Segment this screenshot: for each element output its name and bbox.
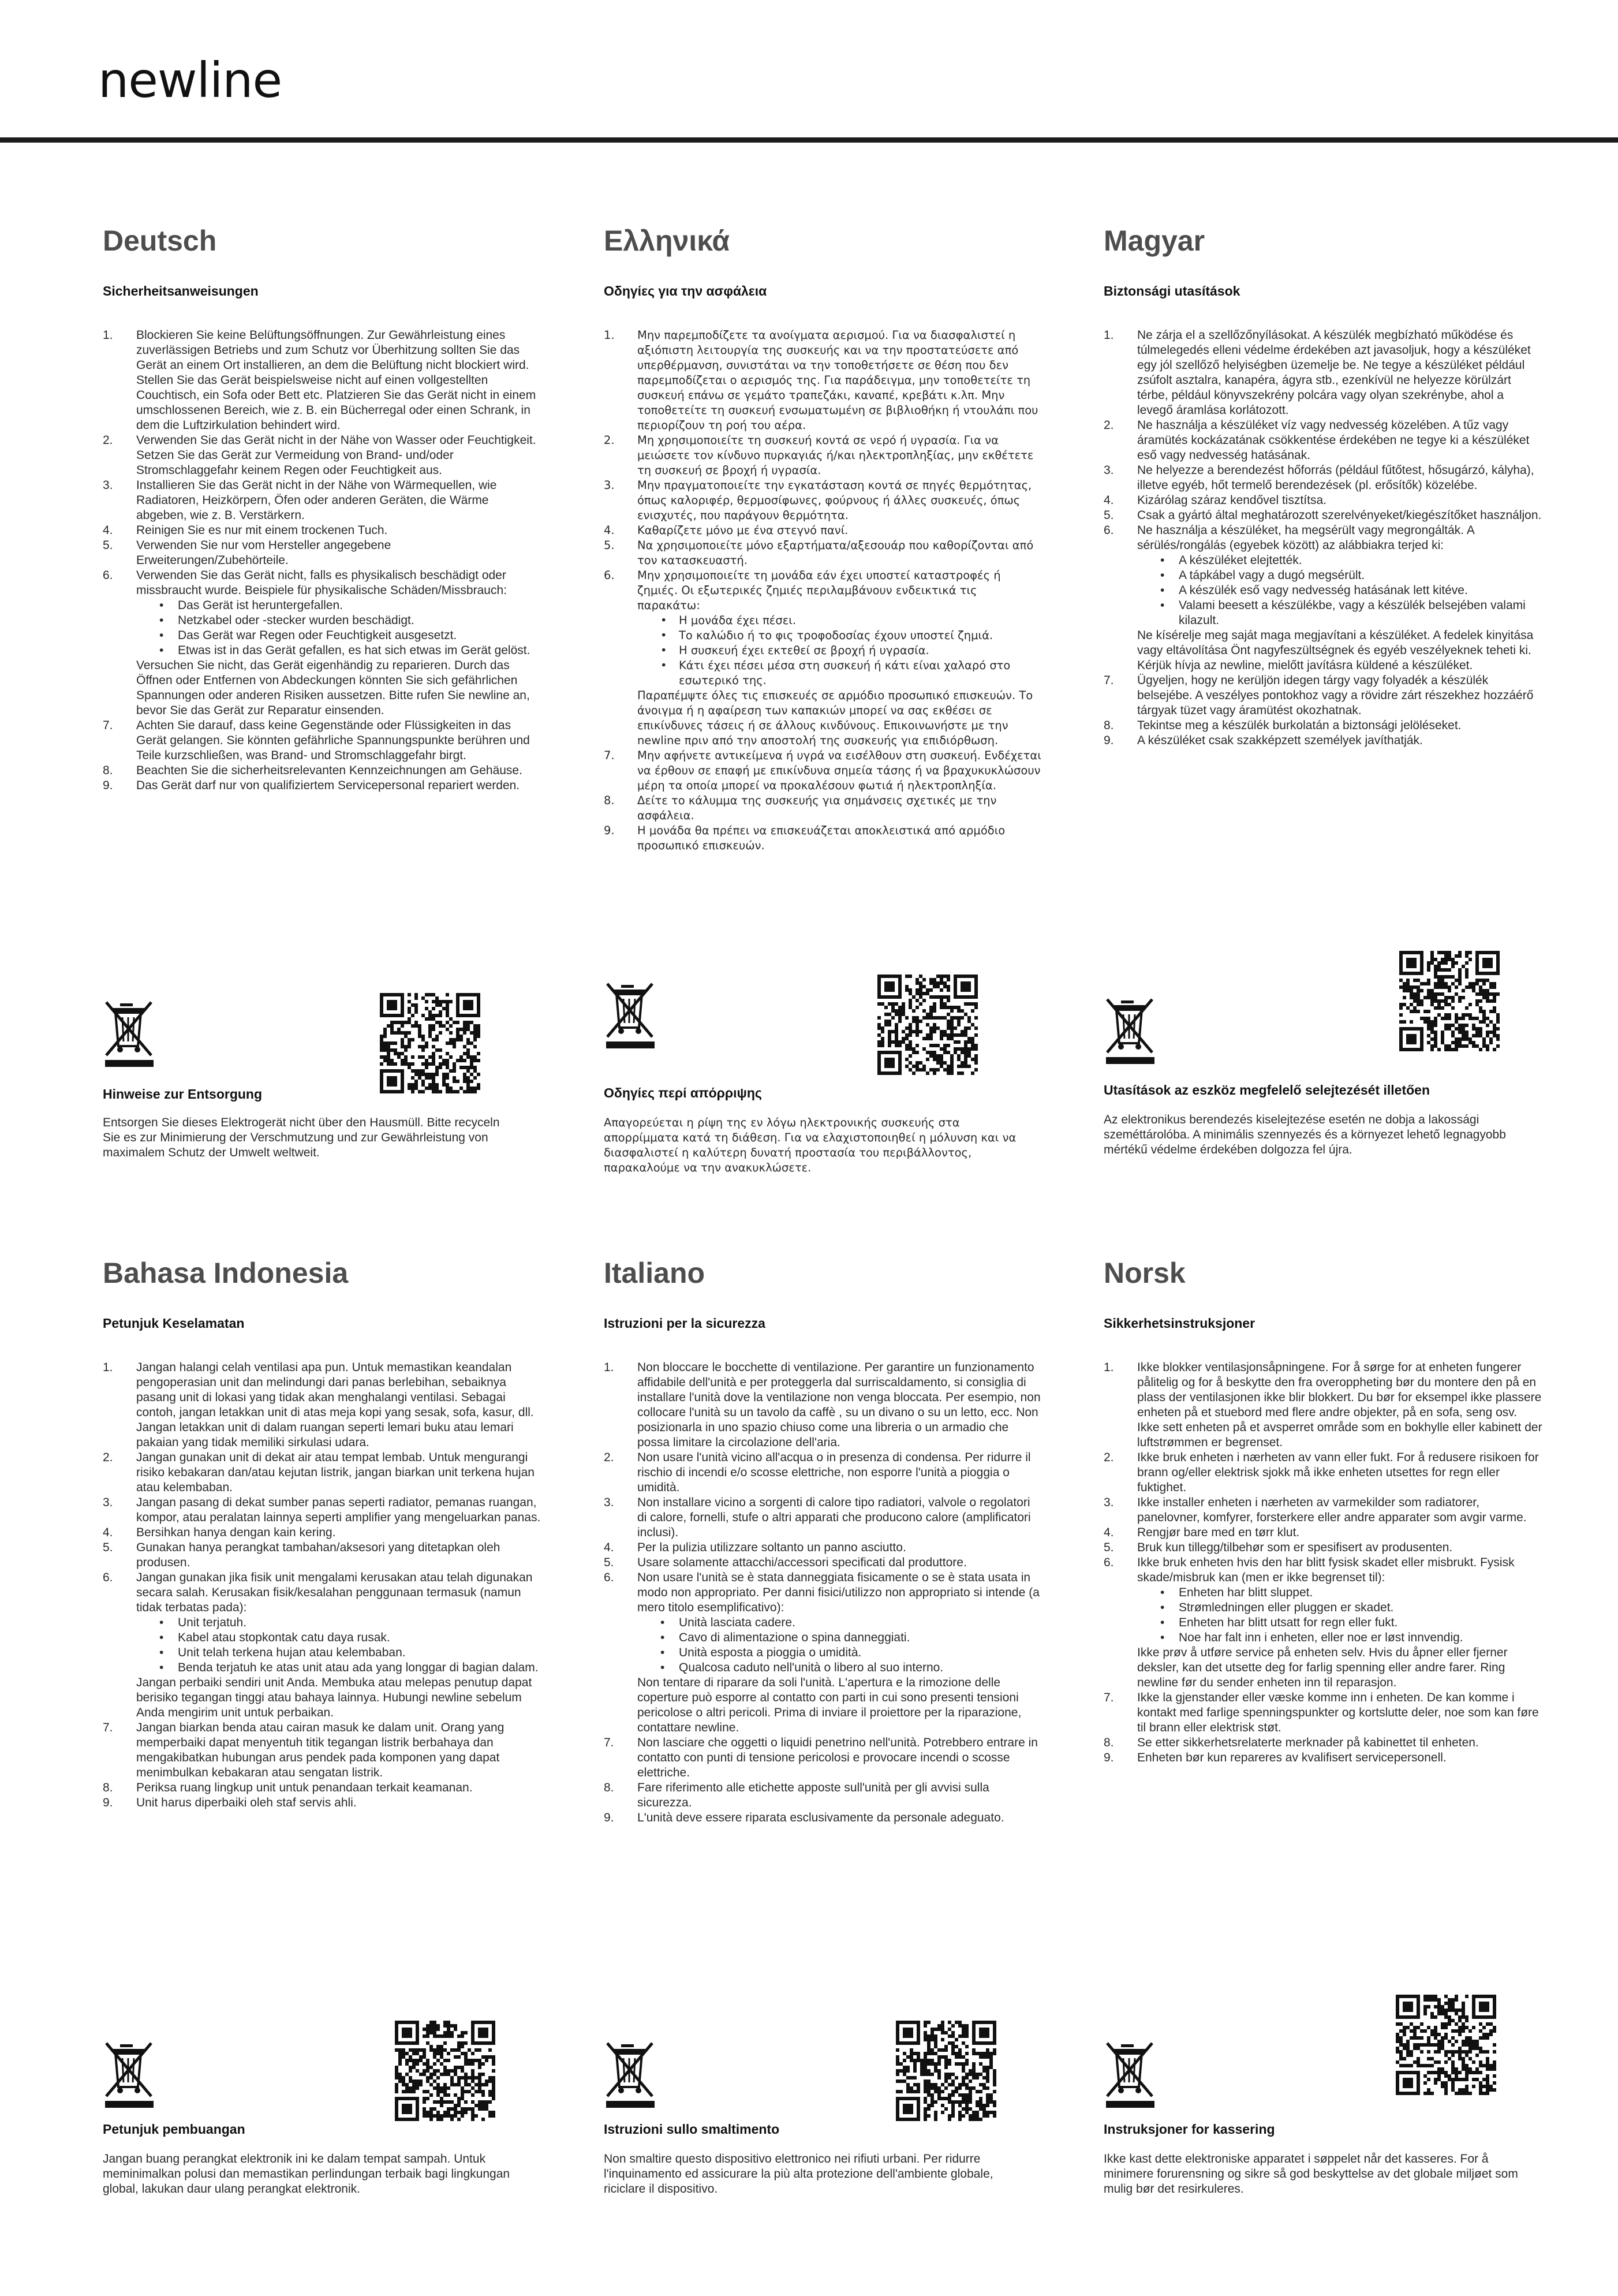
safety-list: [604, 328, 1042, 853]
item-number: 3.: [103, 1496, 113, 1509]
item-number: 2.: [604, 1451, 614, 1464]
instruction-item: [103, 763, 541, 778]
bullet-item: • Cavo di alimentazione o spina danneggiati.: [660, 1630, 1042, 1645]
weee-crossed-bin-icon: [604, 2041, 657, 2109]
weee-crossed-bin-icon: [103, 1000, 156, 1068]
bullet-item: • Netzkabel oder -stecker wurden beschädigt.: [159, 613, 541, 628]
bullet-list: [136, 598, 541, 658]
weee-crossed-bin-icon: [1104, 2041, 1157, 2109]
bullet-item: • Qualcosa caduto nell'unità o libero al suo interno.: [660, 1660, 1042, 1675]
instruction-item: [604, 1555, 1042, 1570]
item-number: 6.: [604, 569, 615, 582]
instruction-item: [1104, 523, 1542, 673]
item-text: Usare solamente attacchi/accessori specificati dal produttore.: [637, 1556, 967, 1569]
instruction-item: [604, 1495, 1042, 1540]
bullet-item: • A készülék eső vagy nedvesség hatásának lett kitéve.: [1160, 583, 1542, 598]
item-text: Μην αφήνετε αντικείμενα ή υγρά να εισέλθουν στη συσκευή. Ενδέχεται να έρθουν σε επαφή με επικίνδυνα σημεία τάσης ή να βραχυκυκλώσουν μέρη τα οποία μπορεί να προκαλέσουν φωτιά ή ηλεκτροπληξία.: [637, 749, 1041, 792]
safety-instructions-title: Sicherheitsanweisungen: [103, 283, 259, 298]
safety-instructions-title: Petunjuk Keselamatan: [103, 1316, 245, 1331]
instruction-item: [1104, 1540, 1542, 1555]
instruction-item: [103, 718, 541, 763]
safety-instructions-title: Sikkerhetsinstruksjoner: [1104, 1316, 1255, 1331]
item-text: Verwenden Sie nur vom Hersteller angegebene Erweiterungen/Zubehörteile.: [136, 539, 391, 567]
item-text: Jangan gunakan jika fisik unit mengalami kerusakan atau telah digunakan secara salah. Kerusakan fisik/kesalahan penggunaan termasuk (namun tidak terbatas pada):: [136, 1571, 533, 1614]
disposal-text: Ikke kast dette elektroniske apparatet i søppelet når det kasseres. For å minimere forurensning og sikre så god beskyttelse av det globale miljøet som mulig bør det resirkuleres.: [1104, 2152, 1518, 2196]
item-text: Ne használja a készüléket víz vagy nedvesség közelében. A tűz vagy áramütés kockázatának csökkentése érdekében ne tegye ki a készüléket eső vagy nedvesség hatásának.: [1137, 419, 1530, 462]
item-number: 6.: [604, 1571, 614, 1584]
bullet-item: • Strømledningen eller pluggen er skadet.: [1160, 1600, 1542, 1615]
item-text: Csak a gyártó által meghatározott szerelvényeket/kiegészítőket használjon.: [1137, 509, 1542, 522]
instruction-item: [1104, 328, 1542, 418]
item-note: Ne kísérelje meg saját maga megjavítani a készüléket. A fedelek kinyitása vagy eltávolítása Önt nagyfeszültségnek és egyéb veszélyeknek teheti ki. Kérjük hívja az newline, mielőtt javításra küldené a készüléket.: [1137, 629, 1534, 672]
item-number: 8.: [1104, 1736, 1114, 1749]
instruction-item: [103, 1795, 541, 1810]
instruction-item: [604, 823, 1042, 853]
bullet-item: • Unità esposta a pioggia o umidità.: [660, 1645, 1042, 1660]
instruction-item: [103, 1540, 541, 1570]
qr-code: [1399, 951, 1502, 1054]
item-number: 3.: [1104, 464, 1114, 477]
instruction-item: [1104, 1555, 1542, 1690]
instruction-item: [604, 1360, 1042, 1450]
item-number: 9.: [1104, 1751, 1114, 1764]
instruction-item: [604, 1780, 1042, 1810]
item-number: 4.: [103, 524, 113, 537]
qr-code: [896, 2021, 999, 2123]
safety-instructions-title: Οδηγίες για την ασφάλεια: [604, 283, 767, 298]
disposal-title: Hinweise zur Entsorgung: [103, 1087, 263, 1102]
bullet-item: • Das Gerät war Regen oder Feuchtigkeit ausgesetzt.: [159, 628, 541, 643]
bullet-item: • Benda terjatuh ke atas unit atau ada yang longgar di bagian dalam.: [159, 1660, 541, 1675]
item-number: 1.: [1104, 1361, 1114, 1374]
item-number: 9.: [103, 1796, 113, 1809]
item-number: 1.: [103, 1361, 113, 1374]
item-text: Tekintse meg a készülék burkolatán a biztonsági jelöléseket.: [1137, 719, 1462, 732]
item-text: Να χρησιμοποιείτε μόνο εξαρτήματα/αξεσουάρ που καθορίζονται από τον κατασκευαστή.: [637, 539, 1034, 567]
item-number: 5.: [103, 539, 113, 552]
item-text: Καθαρίζετε μόνο με ένα στεγνό πανί.: [637, 524, 849, 537]
item-number: 7.: [1104, 1691, 1114, 1704]
language-heading: Norsk: [1104, 1257, 1186, 1289]
instruction-item: [604, 1810, 1042, 1825]
item-number: 9.: [1104, 734, 1114, 747]
item-text: Ikke installer enheten i nærheten av varmekilder som radiatorer, panelovner, komfyrer, forsterkere eller andre apparater som avgir varme.: [1137, 1496, 1527, 1524]
instruction-item: [1104, 493, 1542, 508]
item-number: 7.: [604, 1736, 614, 1749]
item-number: 3.: [103, 479, 113, 492]
instruction-item: [604, 538, 1042, 568]
instruction-item: [1104, 718, 1542, 733]
item-number: 6.: [103, 569, 113, 582]
instruction-item: [1104, 673, 1542, 718]
safety-list: [1104, 1360, 1542, 1765]
language-heading: Italiano: [604, 1257, 705, 1289]
disposal-text: Entsorgen Sie dieses Elektrogerät nicht über den Hausmüll. Bitte recyceln Sie es zur Minimierung der Verschmutzung und zur Gewährleistung von maximalem Schutz der Umwelt weltweit.: [103, 1116, 500, 1159]
item-number: 1.: [1104, 328, 1114, 342]
bullet-item: • Η συσκευή έχει εκτεθεί σε βροχή ή υγρασία.: [660, 643, 1042, 658]
bullet-item: • Etwas ist in das Gerät gefallen, es hat sich etwas im Gerät gelöst.: [159, 643, 541, 658]
instruction-item: [103, 1570, 541, 1720]
bullet-list: [1137, 553, 1542, 628]
item-text: Das Gerät darf nur von qualifiziertem Servicepersonal repariert werden.: [136, 779, 520, 792]
item-text: Ne használja a készüléket, ha megsérült vagy megrongálták. A sérülés/rongálás (egyebek között) az alábbiakra terjed ki:: [1137, 524, 1474, 552]
bullet-item: • Valami beesett a készülékbe, vagy a készülék belsejében valami kilazult.: [1160, 598, 1542, 628]
instruction-item: [604, 793, 1042, 823]
item-number: 4.: [604, 524, 615, 537]
item-text: Μη χρησιμοποιείτε τη συσκευή κοντά σε νερό ή υγρασία. Για να μειώσετε τον κίνδυνο πυρκαγιάς ή/και ηλεκτροπληξίας, μην εκθέτετε τη συσκευή σε βροχή ή υγρασία.: [637, 434, 1034, 477]
instruction-item: [1104, 1735, 1542, 1750]
instruction-item: [1104, 508, 1542, 523]
item-number: 2.: [1104, 1451, 1114, 1464]
item-text: Bruk kun tillegg/tilbehør som er spesifisert av produsenten.: [1137, 1541, 1453, 1554]
item-text: Non usare l'unità se è stata danneggiata fisicamente o se è stata usata in modo non appropriato. Per danni fisici/utilizzo non appropriato si intende (a mero titolo esemplificativo):: [637, 1571, 1040, 1614]
safety-instructions-title: Biztonsági utasítások: [1104, 283, 1240, 298]
item-text: Per la pulizia utilizzare soltanto un panno asciutto.: [637, 1541, 906, 1554]
instruction-item: [604, 1450, 1042, 1495]
instruction-item: [1104, 1495, 1542, 1525]
instruction-item: [604, 1735, 1042, 1780]
item-number: 4.: [1104, 494, 1114, 507]
instruction-item: [1104, 1750, 1542, 1765]
instruction-item: [604, 523, 1042, 538]
item-text: Kizárólag száraz kendővel tisztítsa.: [1137, 494, 1326, 507]
item-number: 4.: [103, 1526, 113, 1539]
item-number: 8.: [604, 1781, 614, 1794]
item-number: 7.: [1104, 674, 1114, 687]
item-text: Se etter sikkerhetsrelaterte merknader på kabinettet til enheten.: [1137, 1736, 1479, 1749]
item-text: Periksa ruang lingkup unit untuk penandaan terkait keamanan.: [136, 1781, 473, 1794]
language-heading: Deutsch: [103, 225, 217, 257]
item-note: Non tentare di riparare da soli l'unità. L'apertura e la rimozione delle coperture può esporre al contatto con parti in cui sono presenti tensioni pericolose o altri pericoli. Prima di inviare il proiettore per la riparazione, contattare newline.: [637, 1676, 1022, 1734]
instruction-item: [103, 1720, 541, 1780]
safety-instructions-title: Istruzioni per la sicurezza: [604, 1316, 765, 1331]
qr-code: [877, 975, 980, 1077]
item-text: Achten Sie darauf, dass keine Gegenstände oder Flüssigkeiten in das Gerät gelangen. Sie könnten gefährliche Spannungspunkte berühren und Teile kurzschließen, was Brand- und Stromschlaggefahr birgt.: [136, 719, 530, 762]
instruction-item: [604, 478, 1042, 523]
item-number: 2.: [604, 434, 615, 447]
item-text: Η μονάδα θα πρέπει να επισκευάζεται αποκλειστικά από αρμόδιο προσωπικό επισκευών.: [637, 824, 1006, 852]
item-number: 8.: [103, 1781, 113, 1794]
instruction-item: [1104, 1690, 1542, 1735]
section-italiano: [604, 1257, 1042, 2196]
bullet-list: [136, 1615, 541, 1675]
item-text: Verwenden Sie das Gerät nicht in der Nähe von Wasser oder Feuchtigkeit. Setzen Sie das Gerät zur Vermeidung von Brand- und/oder Stromschlaggefahr keinem Regen oder Feuchtigkeit aus.: [136, 434, 536, 477]
item-number: 9.: [604, 1811, 614, 1824]
weee-crossed-bin-icon: [604, 981, 657, 1050]
instruction-item: [604, 1570, 1042, 1735]
disposal-title: Instruksjoner for kassering: [1104, 2122, 1275, 2137]
item-text: A készüléket csak szakképzett személyek javíthatják.: [1137, 734, 1423, 747]
instruction-item: [1104, 733, 1542, 748]
item-text: Fare riferimento alle etichette apposte sull'unità per gli avvisi sulla sicurezza.: [637, 1781, 989, 1809]
item-number: 7.: [103, 1721, 113, 1734]
disposal-text: Non smaltire questo dispositivo elettronico nei rifiuti urbani. Per ridurre l'inquinamento ed assicurare la più alta protezione dell'ambiente globale, riciclare il dispositivo.: [604, 2152, 993, 2196]
bullet-item: • Το καλώδιο ή το φις τροφοδοσίας έχουν υποστεί ζημιά.: [660, 628, 1042, 643]
qr-code: [1396, 1995, 1499, 2097]
item-number: 6.: [103, 1571, 113, 1584]
item-number: 2.: [1104, 419, 1114, 432]
section-greek: [604, 225, 1042, 1174]
language-heading: Bahasa Indonesia: [103, 1257, 349, 1289]
bullet-item: • Η μονάδα έχει πέσει.: [660, 613, 1042, 628]
bullet-list: [1137, 1585, 1542, 1645]
disposal-title: Petunjuk pembuangan: [103, 2122, 245, 2137]
safety-list: [103, 1360, 541, 1810]
section-bahasa-indonesia: [103, 1257, 541, 2196]
bullet-item: • Κάτι έχει πέσει μέσα στη συσκευή ή κάτι είναι χαλαρό στο εσωτερικό της.: [660, 658, 1042, 688]
item-text: Ikke bruk enheten hvis den har blitt fysisk skadet eller misbrukt. Fysisk skade/misbruk kan (men er ikke begrenset til):: [1137, 1556, 1515, 1584]
newline-logo: newline: [98, 52, 282, 109]
bullet-item: • Kabel atau stopkontak catu daya rusak.: [159, 1630, 541, 1645]
item-number: 9.: [103, 779, 113, 792]
bullet-item: • Unità lasciata cadere.: [660, 1615, 1042, 1630]
item-number: 8.: [1104, 719, 1114, 732]
instruction-item: [103, 778, 541, 793]
item-number: 6.: [1104, 524, 1114, 537]
bullet-item: • A készüléket elejtették.: [1160, 553, 1542, 568]
instruction-item: [103, 1360, 541, 1450]
instruction-item: [1104, 463, 1542, 493]
item-note: Jangan perbaiki sendiri unit Anda. Membuka atau melepas penutup dapat berisiko tegangan tinggi atau bahaya lainnya. Hubungi newline sebelum Anda mengirim unit untuk perbaikan.: [136, 1676, 532, 1719]
item-number: 9.: [604, 824, 615, 837]
item-note: Παραπέμψτε όλες τις επισκευές σε αρμόδιο προσωπικό επισκευών. Το άνοιγμα ή η αφαίρεση των καπακιών μπορεί να σας εκθέσει σε επικίνδυνες τάσεις ή σε άλλους κινδύνους. Επικοινωνήστε με την newline πριν από την αποστολή της συσκευής για επιδιόρθωση.: [637, 689, 1033, 747]
bullet-item: • Unit telah terkena hujan atau kelembaban.: [159, 1645, 541, 1660]
instruction-item: [103, 478, 541, 523]
item-number: 5.: [604, 539, 615, 552]
section-norsk: [1104, 1257, 1542, 2196]
instruction-item: [103, 523, 541, 538]
instruction-item: [103, 1525, 541, 1540]
item-number: 4.: [1104, 1526, 1114, 1539]
item-text: Unit harus diperbaiki oleh staf servis ahli.: [136, 1796, 357, 1809]
bullet-list: [637, 1615, 1042, 1675]
instruction-item: [604, 328, 1042, 433]
instruction-item: [604, 433, 1042, 478]
item-text: Μην παρεμποδίζετε τα ανοίγματα αερισμού. Για να διασφαλιστεί η αξιόπιστη λειτουργία της συσκευής και να την προστατεύσετε από υπερθέρμανση, συνιστάται να την τοποθετήσετε σε θέση που δεν παρεμποδίζεται ο αερισμός της. Για παράδειγμα, μην τοποθετείτε τη συσκευή επάνω σε γεμάτο τραπεζάκι, καναπέ, κρεβάτι κ.λπ. Μην τοποθετείτε τη συσκευή ενσωματωμένη σε βιβλιοθήκη ή ντουλάπι που περιορίζουν τη ροή του αέρα.: [637, 328, 1038, 432]
item-text: Installieren Sie das Gerät nicht in der Nähe von Wärmequellen, wie Radiatoren, Heizkörpern, Öfen oder anderen Geräten, die Wärme abgeben, wie z. B. Verstärkern.: [136, 479, 497, 522]
item-number: 5.: [604, 1556, 614, 1569]
item-number: 7.: [103, 719, 113, 732]
item-text: Rengjør bare med en tørr klut.: [1137, 1526, 1300, 1539]
item-number: 5.: [1104, 509, 1114, 522]
instruction-item: [604, 1540, 1042, 1555]
disposal-text: Jangan buang perangkat elektronik ini ke dalam tempat sampah. Untuk meminimalkan polusi dan memastikan perlindungan terbaik bagi lingkungan global, lakukan daur ulang perangkat elektronik.: [103, 2152, 510, 2196]
item-number: 5.: [1104, 1541, 1114, 1554]
instruction-item: [103, 568, 541, 718]
item-number: 3.: [604, 1496, 614, 1509]
instruction-item: [103, 433, 541, 478]
item-text: Ügyeljen, hogy ne kerüljön idegen tárgy vagy folyadék a készülék belsejébe. A veszélyes pontokhoz vagy a rövidre zárt részekhez hozzáérő tárgyak tüzet vagy áramütést okozhatnak.: [1137, 674, 1534, 717]
safety-list: [1104, 328, 1542, 748]
item-text: Beachten Sie die sicherheitsrelevanten Kennzeichnungen am Gehäuse.: [136, 764, 522, 777]
item-text: Verwenden Sie das Gerät nicht, falls es physikalisch beschädigt oder missbraucht wurde. Beispiele für physikalische Schäden/Missbrauch:: [136, 569, 507, 597]
bullet-item: • Unit terjatuh.: [159, 1615, 541, 1630]
item-number: 2.: [103, 434, 113, 447]
disposal-title: Utasítások az eszköz megfelelő selejtezését illetően: [1104, 1082, 1430, 1097]
instruction-item: [1104, 1360, 1542, 1450]
item-text: Ikke blokker ventilasjonsåpningene. For å sørge for at enheten fungerer pålitelig og for å beskytte den fra overoppheting bør du montere den på en plass der ventilasjonen ikke blir blokkert. Du bør for eksempel ikke plassere enheten på et stuebord med flere andre objekter, på en sofa, seng osv. Ikke sett enheten på et avsperret område som en bokhylle eller kabinett der luftstrømmen er begrenset.: [1137, 1361, 1542, 1449]
bullet-item: • Noe har falt inn i enheten, eller noe er løst innvendig.: [1160, 1630, 1542, 1645]
section-magyar: [1104, 225, 1542, 1156]
item-number: 8.: [103, 764, 113, 777]
item-number: 3.: [1104, 1496, 1114, 1509]
item-number: 8.: [604, 794, 615, 807]
instruction-item: [103, 1450, 541, 1495]
item-text: Δείτε το κάλυμμα της συσκευής για σημάνσεις σχετικές με την ασφάλεια.: [637, 794, 997, 822]
item-text: L'unità deve essere riparata esclusivamente da personale adeguato.: [637, 1811, 1004, 1824]
item-text: Blockieren Sie keine Belüftungsöffnungen. Zur Gewährleistung eines zuverlässigen Betriebs und zum Schutz vor Überhitzung sollten Sie das Gerät an einem Ort installieren, an dem die Belüftung nicht blockiert wird. Stellen Sie das Gerät beispielsweise nicht auf einen vollgestellten Couchtisch, ein Sofa oder Bett etc. Platzieren Sie das Gerät nicht in einem umschlossenen Bereich, wie z. B. ein Bücherregal oder einen Schrank, in dem die Luftzirkulation behindert wird.: [136, 328, 536, 432]
item-text: Non usare l'unità vicino all'acqua o in presenza di condensa. Per ridurre il rischio di incendi e/o scosse elettriche, non esporre l'unità a pioggia o umidità.: [637, 1451, 1031, 1494]
instruction-item: [1104, 1525, 1542, 1540]
item-text: Ikke la gjenstander eller væske komme inn i enheten. De kan komme i kontakt med farlige spenningspunkter og kortslutte deler, noe som kan føre til brann eller elektrisk støt.: [1137, 1691, 1539, 1734]
item-text: Jangan halangi celah ventilasi apa pun. Untuk memastikan keandalan pengoperasian unit dan melindungi dari panas berlebihan, sebaiknya pasang unit di lokasi yang tidak akan menghalangi ventilasi. Sebagai contoh, jangan letakkan unit di atas meja kopi yang sesak, sofa, kasur, dll. Jangan letakkan unit di dalam ruangan seperti lemari buku atau lemari pakaian yang tidak memiliki sirkulasi udara.: [136, 1361, 534, 1449]
page-header: [0, 0, 1618, 143]
bullet-item: • Das Gerät ist heruntergefallen.: [159, 598, 541, 613]
item-number: 7.: [604, 749, 615, 762]
language-heading: Ελληνικά: [604, 225, 730, 257]
item-number: 6.: [1104, 1556, 1114, 1569]
bullet-item: • Enheten har blitt utsatt for regn eller fukt.: [1160, 1615, 1542, 1630]
item-number: 4.: [604, 1541, 614, 1554]
item-text: Gunakan hanya perangkat tambahan/aksesori yang ditetapkan oleh produsen.: [136, 1541, 500, 1569]
instruction-item: [103, 1495, 541, 1525]
item-text: Reinigen Sie es nur mit einem trockenen Tuch.: [136, 524, 388, 537]
item-text: Jangan biarkan benda atau cairan masuk ke dalam unit. Orang yang memperbaiki dapat menyentuh titik tegangan listrik berbahaya dan mengakibatkan hubungan arus pendek pada komponen yang dapat menimbulkan kebakaran atau sengatan listrik.: [136, 1721, 505, 1779]
item-number: 2.: [103, 1451, 113, 1464]
item-note: Versuchen Sie nicht, das Gerät eigenhändig zu reparieren. Durch das Öffnen oder Entfernen von Abdeckungen könnten Sie sich gefährlichen Spannungen oder anderen Risiken aussetzen. Bitte rufen Sie newline an, bevor Sie das Gerät zur Reparatur einsenden.: [136, 659, 530, 717]
item-text: Bersihkan hanya dengan kain kering.: [136, 1526, 336, 1539]
language-heading: Magyar: [1104, 225, 1205, 257]
instruction-item: [103, 1780, 541, 1795]
item-number: 1.: [103, 328, 113, 342]
instruction-item: [604, 748, 1042, 793]
section-deutsch: [103, 225, 541, 1159]
instruction-item: [1104, 1450, 1542, 1495]
item-text: Non lasciare che oggetti o liquidi penetrino nell'unità. Potrebbero entrare in contatto con punti di tensione pericolosi e provocare incendi o scosse elettriche.: [637, 1736, 1038, 1779]
item-number: 3.: [604, 479, 615, 492]
item-note: Ikke prøv å utføre service på enheten selv. Hvis du åpner eller fjerner deksler, kan det utsette deg for farlig spenning eller andre farer. Ring newline før du sender enheten inn til reparasjon.: [1137, 1646, 1508, 1689]
item-text: Non installare vicino a sorgenti di calore tipo radiatori, valvole o regolatori di calore, fornelli, stufe o altri apparati che producono calore (amplificatori inclusi).: [637, 1496, 1031, 1539]
instruction-item: [604, 568, 1042, 748]
bullet-list: [637, 613, 1042, 688]
item-text: Ne zárja el a szellőzőnyílásokat. A készülék megbízható működése és túlmelegedés elleni védelme érdekében azt javasoljuk, hogy a készüléket egy jól szellőző helyiségben üzemelje be. Ne tegye a készüléket például zsúfolt asztalra, kanapéra, ágyra stb., ezenkívül ne helyezze körülzárt térbe, például könyvszekrény polcára vagy olyan szekrénybe, ahol a levegő áramlása korlátozott.: [1137, 328, 1531, 417]
item-text: Ne helyezze a berendezést hőforrás (például fűtőtest, hősugárzó, kályha), illetve egyéb, hőt termelő berendezések (pl. erősítők) közelébe.: [1137, 464, 1534, 492]
item-text: Enheten bør kun repareres av kvalifisert servicepersonell.: [1137, 1751, 1447, 1764]
disposal-title: Οδηγίες περί απόρριψης: [604, 1085, 762, 1100]
instruction-item: [103, 328, 541, 433]
item-text: Jangan pasang di dekat sumber panas seperti radiator, pemanas ruangan, kompor, atau peralatan lainnya seperti amplifier yang mengeluarkan panas.: [136, 1496, 541, 1524]
instruction-item: [1104, 418, 1542, 463]
weee-crossed-bin-icon: [1104, 997, 1157, 1065]
item-number: 1.: [604, 1361, 614, 1374]
item-number: 1.: [604, 328, 615, 342]
item-text: Ikke bruk enheten i nærheten av vann eller fukt. For å redusere risikoen for brann og/eller elektrisk sjokk må ikke enheten utsettes for regn eller fuktighet.: [1137, 1451, 1539, 1494]
header-divider: [0, 137, 1618, 143]
disposal-title: Istruzioni sullo smaltimento: [604, 2122, 780, 2137]
disposal-text: Az elektronikus berendezés kiselejtezése esetén ne dobja a lakossági szeméttárolóba. A minimális szennyezés és a környezet lehető legnagyobb mértékű védelme érdekében dolgozza fel újra.: [1104, 1113, 1506, 1156]
instruction-item: [103, 538, 541, 568]
disposal-text: Απαγορεύεται η ρίψη της εν λόγω ηλεκτρονικής συσκευής στα απορρίμματα κατά τη διάθεση. Για να ελαχιστοποιηθεί η μόλυνση και να διασφαλιστεί η καλύτερη δυνατή προστασία του περιβάλλοντος, παρακαλούμε να την ανακυκλώσετε.: [604, 1116, 1017, 1174]
weee-crossed-bin-icon: [103, 2041, 156, 2109]
item-text: Jangan gunakan unit di dekat air atau tempat lembab. Untuk mengurangi risiko kebakaran dan/atau kejutan listrik, jangan biarkan unit terkena hujan atau kelembaban.: [136, 1451, 535, 1494]
item-text: Μην χρησιμοποιείτε τη μονάδα εάν έχει υποστεί καταστροφές ή ζημιές. Οι εξωτερικές ζημιές περιλαμβάνουν ενδεικτικά τις παρακάτω:: [637, 569, 1001, 612]
qr-code: [380, 993, 483, 1096]
safety-list: [604, 1360, 1042, 1825]
item-number: 5.: [103, 1541, 113, 1554]
item-text: Non bloccare le bocchette di ventilazione. Per garantire un funzionamento affidabile dell'unità e per proteggerla dal surriscaldamento, si consiglia di installare l'unità dove la ventilazione non venga bloccata. Per esempio, non collocare l'unità su un tavolo da caffè , su un divano o su un letto, ecc. Non posizionarla in uno spazio chiuso come una libreria o un armadio che possa limitare la circolazione dell'aria.: [637, 1361, 1041, 1449]
safety-list: [103, 328, 541, 793]
qr-code: [395, 2021, 498, 2123]
bullet-item: • A tápkábel vagy a dugó megsérült.: [1160, 568, 1542, 583]
item-text: Μην πραγματοποιείτε την εγκατάσταση κοντά σε πηγές θερμότητας, όπως καλοριφέρ, θερμοσίφωνες, φούρνους ή άλλες συσκευές, όπως ενισχυτές, που παράγουν θερμότητα.: [637, 479, 1032, 522]
bullet-item: • Enheten har blitt sluppet.: [1160, 1585, 1542, 1600]
